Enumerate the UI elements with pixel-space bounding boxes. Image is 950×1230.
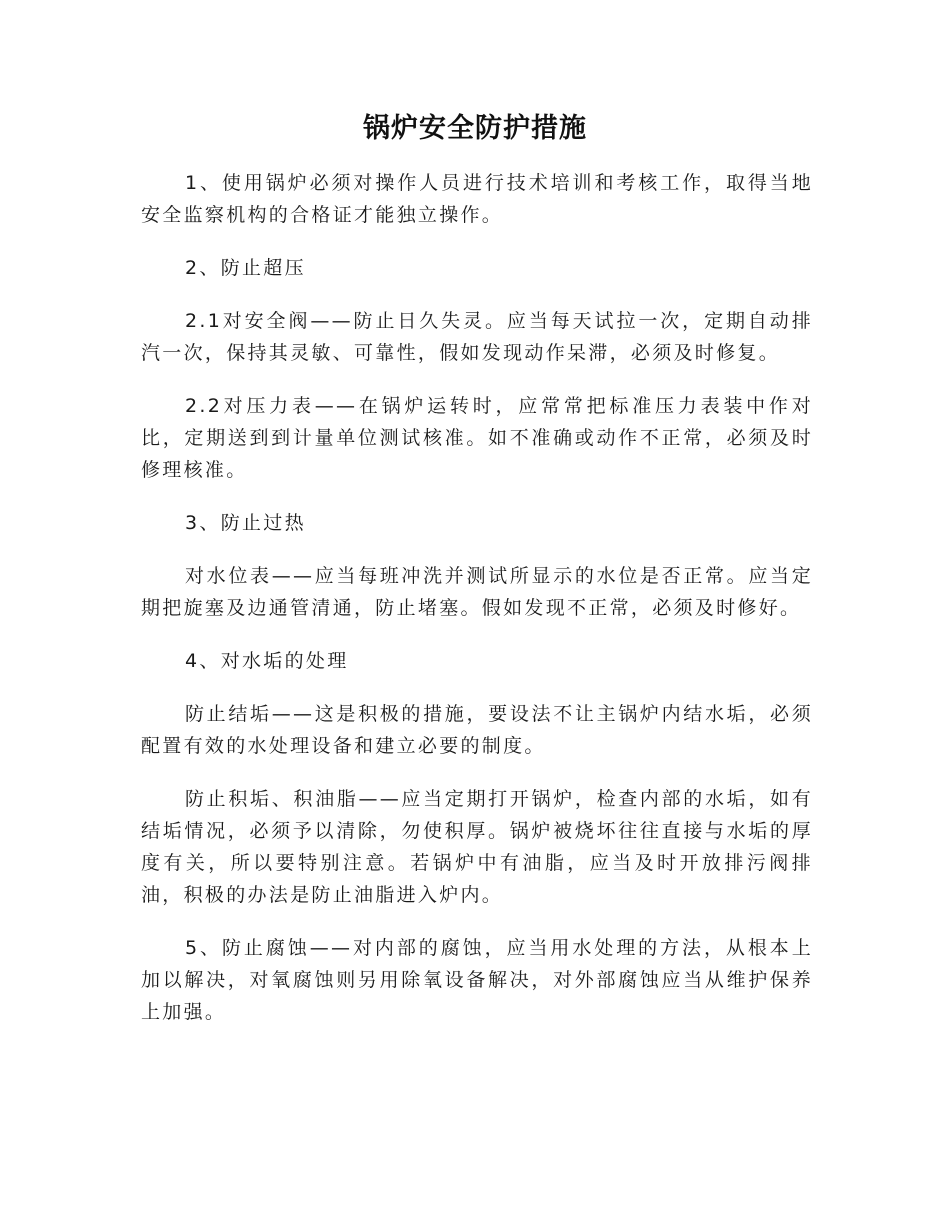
paragraph-safety-valve: 2.1对安全阀——防止日久失灵。应当每天试拉一次，定期自动排汽一次，保持其灵敏、可靠性，假如发现动作呆滞，必须及时修复。	[141, 310, 813, 364]
paragraph-prevent-scaling: 防止结垢——这是积极的措施，要设法不让主锅炉内结水垢，必须配置有效的水处理设备和建立必要的制度。	[141, 703, 813, 757]
document-body	[141, 167, 813, 1049]
document-title: 锅炉安全防护措施	[363, 113, 587, 144]
paragraph-prevent-corrosion: 5、防止腐蚀——对内部的腐蚀，应当用水处理的方法，从根本上加以解决，对氧腐蚀则另用除氧设备解决，对外部腐蚀应当从维护保养上加强。	[141, 937, 813, 1023]
paragraph-water-level: 对水位表——应当每班冲洗并测试所显示的水位是否正常。应当定期把旋塞及边通管清通，防止堵塞。假如发现不正常，必须及时修好。	[141, 565, 813, 619]
heading-overpressure: 2、防止超压	[185, 257, 306, 279]
paragraph-training: 1、使用锅炉必须对操作人员进行技术培训和考核工作，取得当地安全监察机构的合格证才能独立操作。	[141, 172, 813, 226]
paragraph-prevent-scale-grease: 防止积垢、积油脂——应当定期打开锅炉，检查内部的水垢，如有结垢情况，必须予以清除，勿使积厚。锅炉被烧坏往往直接与水垢的厚度有关，所以要特别注意。若锅炉中有油脂，应当及时开放排污阀排油，积极的办法是防止油脂进入炉内。	[141, 788, 813, 906]
heading-scale-treatment: 4、对水垢的处理	[185, 650, 349, 672]
paragraph-pressure-gauge: 2.2对压力表——在锅炉运转时，应常常把标准压力表装中作对比，定期送到到计量单位测试核准。如不准确或动作不正常，必须及时修理核准。	[141, 395, 813, 481]
heading-overheating: 3、防止过热	[185, 512, 306, 534]
